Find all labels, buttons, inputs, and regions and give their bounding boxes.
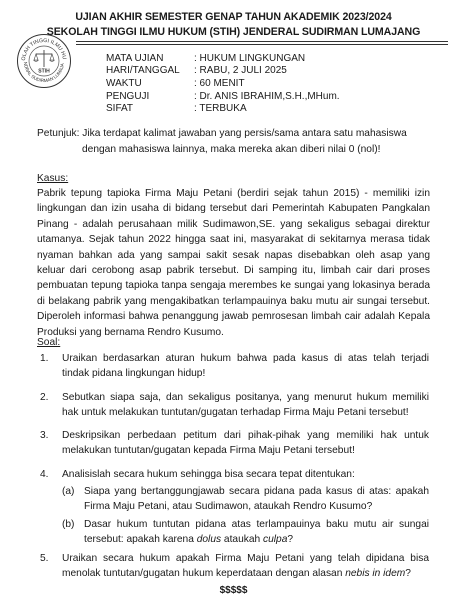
meta-value: : Dr. ANIS IBRAHIM,S.H.,MHum. — [194, 91, 340, 102]
meta-key: HARI/TANGGAL — [106, 65, 180, 76]
question-line: Siapa yang bertanggungjawab secara pidana pada kasus di atas: apakah — [84, 486, 429, 497]
case-line: Pabrik tepung tapioka Firma Maju Petani (berdiri sejak tahun 2015) - memiliki izin — [37, 188, 430, 199]
institution-name: SEKOLAH TINGGI ILMU HUKUM (STIH) JENDERAL SUDIRMAN LUMAJANG — [46, 26, 421, 38]
case-heading: Kasus: — [37, 173, 69, 184]
case-paragraph — [37, 186, 430, 340]
instruction-line: dengan mahasiswa lainnya, maka mereka akan diberi nilai 0 (nol)! — [82, 144, 381, 155]
question-number: 3. — [40, 430, 49, 441]
case-line: Diperoleh informasi bahwa penanggung jawab pemrosesan limbah cair adalah Kepala — [37, 311, 430, 323]
question-4 — [62, 467, 429, 482]
question-line: Uraikan berdasarkan aturan hukum bahwa pada kasus di atas telah terjadi — [62, 353, 429, 364]
question-line: tersebut: apakah karena dolus ataukah culpa? — [84, 534, 294, 546]
question-number: 2. — [40, 392, 49, 403]
questions-heading: Soal: — [37, 337, 61, 348]
case-line: lingkungan dan izin usaha di bidang tersebut dari Pemerintah Kabupaten Pangkalan — [37, 203, 430, 215]
question-line: tindak pidana lingkungan hidup! — [62, 368, 206, 380]
header-rule-top — [76, 41, 448, 42]
meta-key: SIFAT — [106, 103, 134, 114]
logo-top-text: OLAH TINGGI ILMU HU — [20, 37, 67, 61]
question-line: Analisislah secara hukum sehingga bisa secara tepat ditentukan: — [62, 469, 355, 480]
logo-mid-text: STIH — [38, 68, 50, 75]
meta-row — [106, 53, 305, 65]
question-subnumber: (b) — [62, 519, 75, 530]
question-4a — [84, 484, 429, 515]
question-4b — [84, 517, 429, 548]
question-number: 1. — [40, 353, 49, 364]
case-line: Produksi yang bernama Rendro Kusumo. — [37, 326, 224, 338]
case-line: utamanya. Sejak tahun 2022 hingga saat ini, masyarakat di sekitarnya merasa tidak — [37, 234, 430, 246]
case-line: di belakang pabrik yang mengakibatkan terlampauinya baku mutu air sungai tersebut. — [37, 295, 430, 307]
case-line: nyaman bahkan ada yang sampai sakit sesak napas disebabkan oleh asap yang — [37, 249, 430, 261]
meta-row — [106, 91, 340, 103]
question-2 — [62, 390, 429, 421]
case-line: pembuatan tepung tapioka tanpa sengaja merembes ke sungai yang lokasinya berada — [37, 280, 430, 292]
meta-value: : TERBUKA — [194, 103, 247, 114]
svg-text:SEKOLAH TINGGI ILMU HUKUM — [16, 33, 67, 61]
case-line: Pinang - adalah perusahaan milik Sudimawon,SE. yang sekaligus sebagai direktur — [37, 218, 430, 230]
meta-row — [106, 103, 247, 115]
question-number: 5. — [40, 553, 49, 564]
meta-value: : RABU, 2 JULI 2025 — [194, 65, 287, 76]
question-line: Dasar hukum tuntutan pidana atas terlampauinya baku mutu air sungai — [84, 519, 429, 530]
meta-key: MATA UJIAN — [106, 53, 164, 64]
question-line-part: menolak tuntutan/gugatan hukum keperdataan dengan alasan nebis in idem? — [62, 568, 411, 580]
seal-icon — [16, 33, 72, 89]
question-line-5b — [62, 566, 429, 581]
meta-key: PENGUJI — [106, 91, 150, 102]
question-line: Uraikan secara hukum apakah Firma Maju Petani yang telah dipidana bisa — [62, 553, 429, 564]
question-line: Deskripsikan perbedaan petitum dari pihak-pihak yang memiliki hak untuk — [62, 430, 429, 441]
question-line: Sebutkan siapa saja, dan sekaligus positanya, yang menurut hukum memiliki — [62, 392, 429, 403]
header-rule-bottom — [76, 44, 448, 45]
question-1 — [62, 351, 429, 382]
instruction-line: Petunjuk: Jika terdapat kalimat jawaban yang persis/sama antara satu mahasiswa — [37, 128, 407, 139]
question-3 — [62, 428, 429, 459]
question-line: melakukan tuntutan/gugatan kepada Firma Maju Petani tersebut! — [62, 445, 355, 457]
meta-value: : 60 MENIT — [194, 78, 245, 89]
exam-title: UJIAN AKHIR SEMESTER GENAP TAHUN AKADEMIK 2023/2024 — [75, 11, 392, 23]
meta-key: WAKTU — [106, 78, 142, 89]
question-line: hak untuk melakukan tuntutan/gugatan terhadap Firma Maju Petani tersebut! — [62, 407, 409, 419]
meta-value: : HUKUM LINGKUNGAN — [194, 53, 306, 64]
question-subnumber: (a) — [62, 486, 75, 497]
meta-row — [106, 78, 245, 90]
footer-marker: $$$$$ — [219, 585, 248, 596]
meta-row — [106, 65, 287, 77]
question-line: Firma Maju Petani, atau Sudimawon, ataukah Rendro Kusumo? — [84, 501, 373, 513]
logo-bottom-text: NDRAL SUDIRMAN LUMAJA — [22, 61, 65, 84]
case-line: keluar dari cerobong asap pabrik tersebut. Di samping itu, limbah cair dari proses — [37, 265, 430, 277]
question-number: 4. — [40, 469, 49, 480]
question-5 — [62, 551, 429, 582]
